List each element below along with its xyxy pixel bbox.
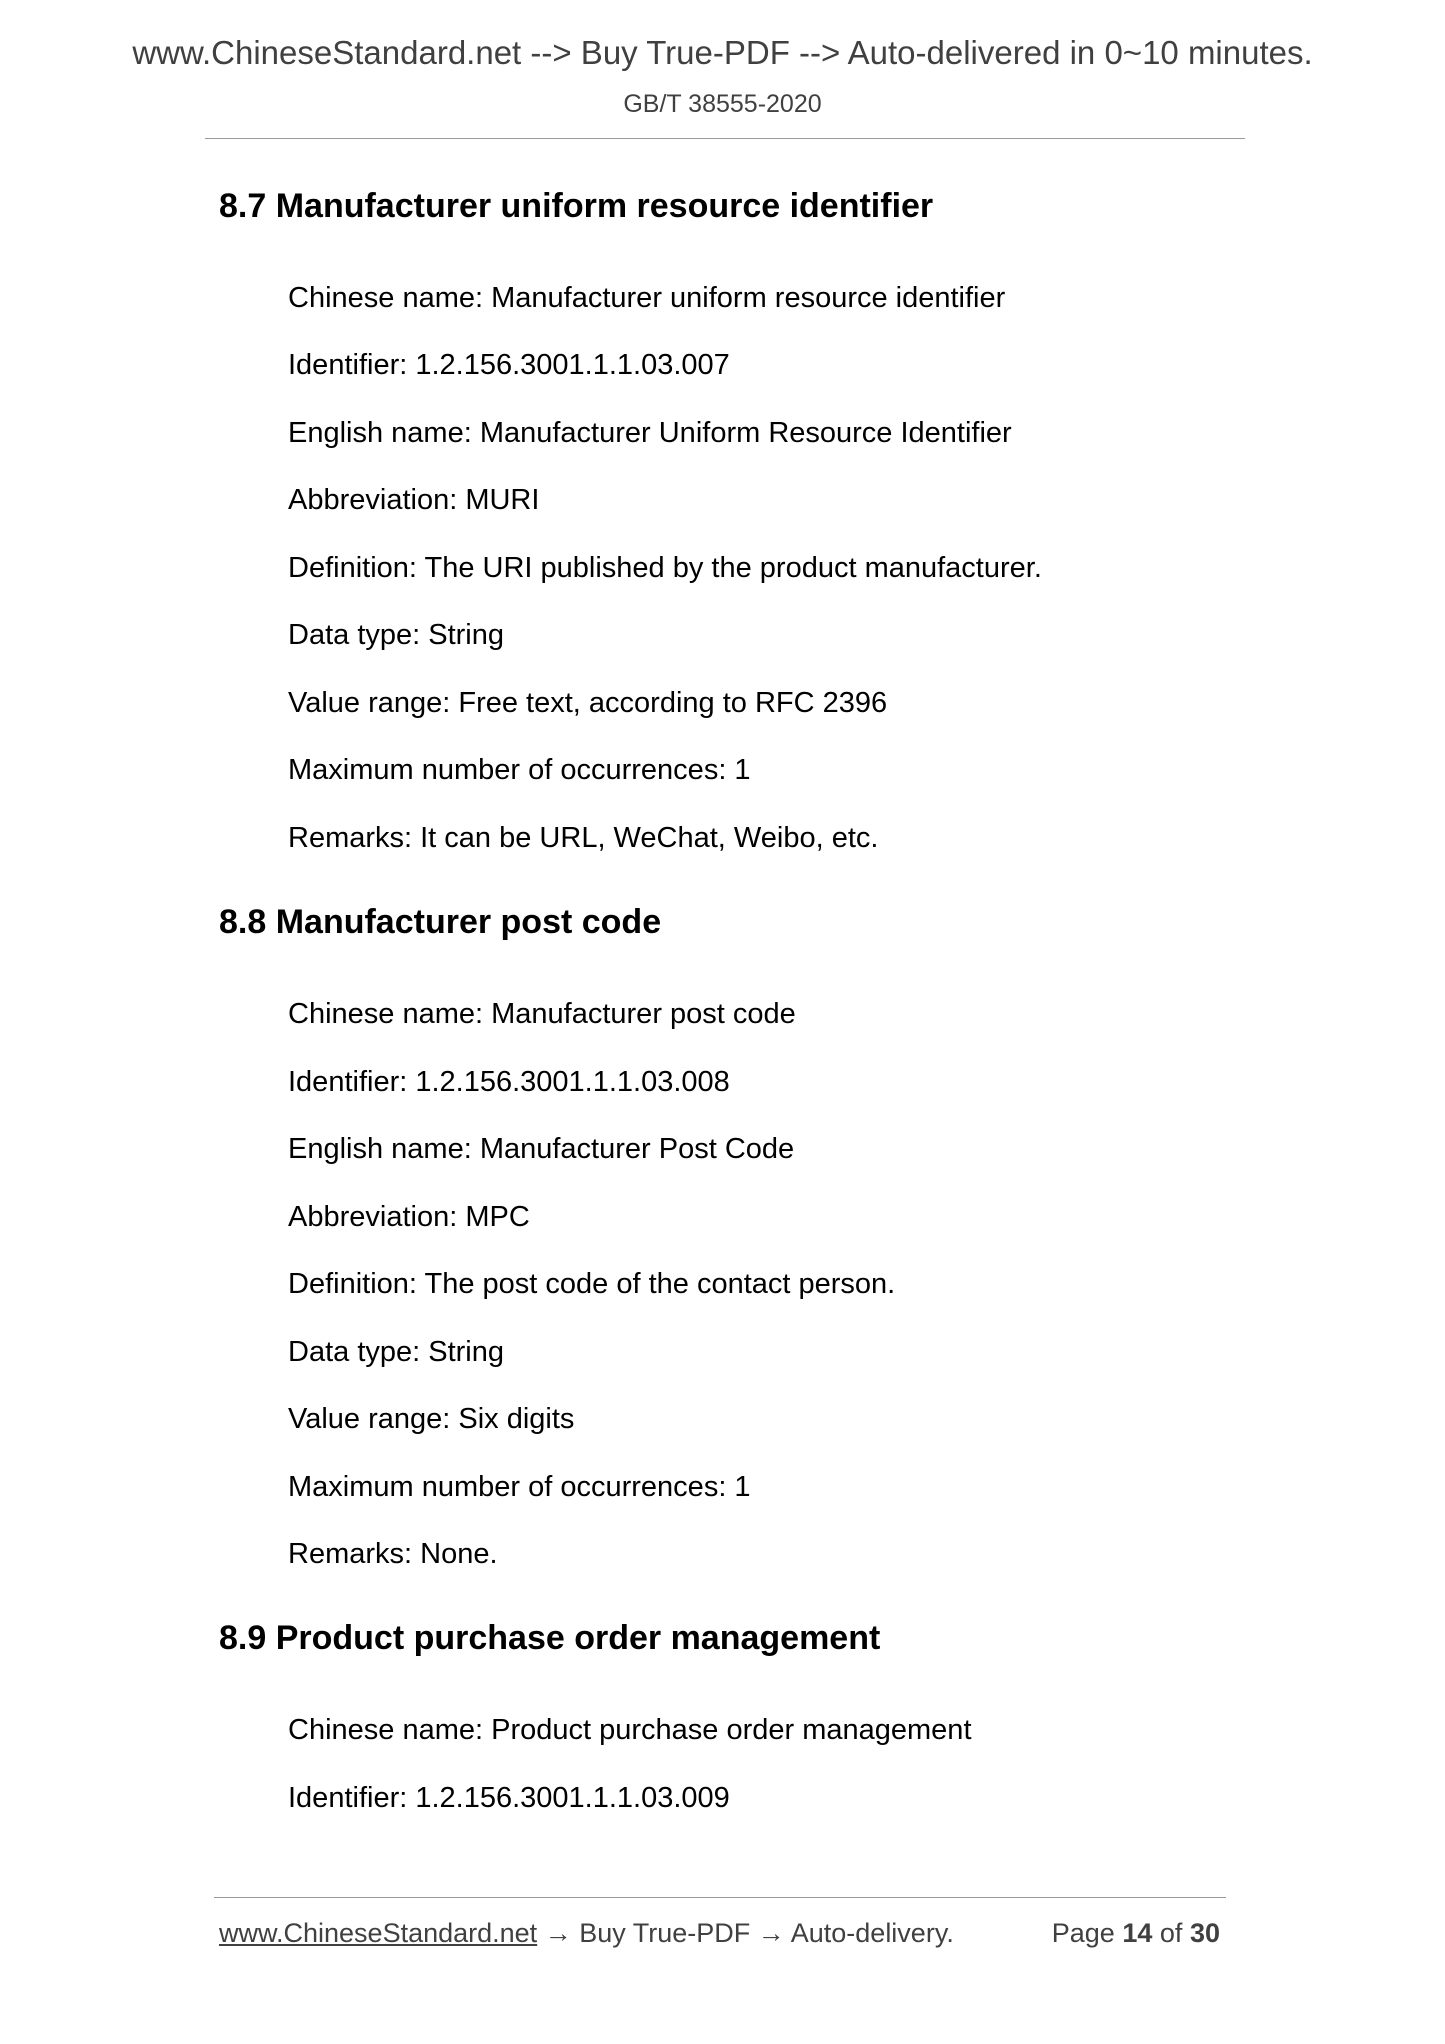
page-of-label: of — [1159, 1918, 1183, 1948]
field-value-range: Value range: Six digits — [288, 1403, 575, 1435]
section-heading-8-7: 8.7 Manufacturer uniform resource identifier — [219, 187, 934, 225]
header-divider — [205, 138, 1245, 139]
footer-site-link[interactable]: www.ChineseStandard.net — [219, 1918, 538, 1948]
field-chinese-name: Chinese name: Manufacturer uniform resource identifier — [288, 282, 1006, 314]
header-banner: www.ChineseStandard.net --> Buy True-PDF --> Auto-delivered in 0~10 minutes. — [132, 34, 1313, 71]
page-indicator — [1052, 1918, 1220, 1949]
field-definition: Definition: The post code of the contact person. — [288, 1268, 896, 1300]
section-heading-8-9: 8.9 Product purchase order management — [219, 1619, 881, 1657]
footer-divider — [214, 1897, 1226, 1898]
field-chinese-name: Chinese name: Manufacturer post code — [288, 998, 796, 1030]
field-remarks: Remarks: None. — [288, 1538, 498, 1570]
field-remarks: Remarks: It can be URL, WeChat, Weibo, etc. — [288, 822, 879, 854]
field-data-type: Data type: String — [288, 1336, 504, 1368]
page-label: Page — [1051, 1918, 1115, 1948]
field-identifier: Identifier: 1.2.156.3001.1.1.03.008 — [288, 1066, 730, 1098]
standard-number: GB/T 38555-2020 — [623, 90, 822, 118]
footer-delivery-text: → Buy True-PDF → Auto-delivery. — [537, 1918, 954, 1948]
field-identifier: Identifier: 1.2.156.3001.1.1.03.007 — [288, 349, 730, 381]
page-current: 14 — [1122, 1918, 1153, 1948]
field-chinese-name: Chinese name: Product purchase order management — [288, 1714, 972, 1746]
field-abbreviation: Abbreviation: MURI — [288, 484, 540, 516]
field-definition: Definition: The URI published by the product manufacturer. — [288, 552, 1042, 584]
section-heading-8-8: 8.8 Manufacturer post code — [219, 903, 662, 941]
field-english-name: English name: Manufacturer Uniform Resource Identifier — [288, 417, 1012, 449]
field-english-name: English name: Manufacturer Post Code — [288, 1133, 795, 1165]
field-max-occurrences: Maximum number of occurrences: 1 — [288, 1471, 751, 1503]
field-value-range: Value range: Free text, according to RFC 2396 — [288, 687, 888, 719]
field-identifier: Identifier: 1.2.156.3001.1.1.03.009 — [288, 1782, 730, 1814]
footer — [219, 1918, 1226, 1949]
field-abbreviation: Abbreviation: MPC — [288, 1201, 530, 1233]
page-total: 30 — [1189, 1918, 1220, 1948]
field-data-type: Data type: String — [288, 619, 504, 651]
field-max-occurrences: Maximum number of occurrences: 1 — [288, 754, 751, 786]
